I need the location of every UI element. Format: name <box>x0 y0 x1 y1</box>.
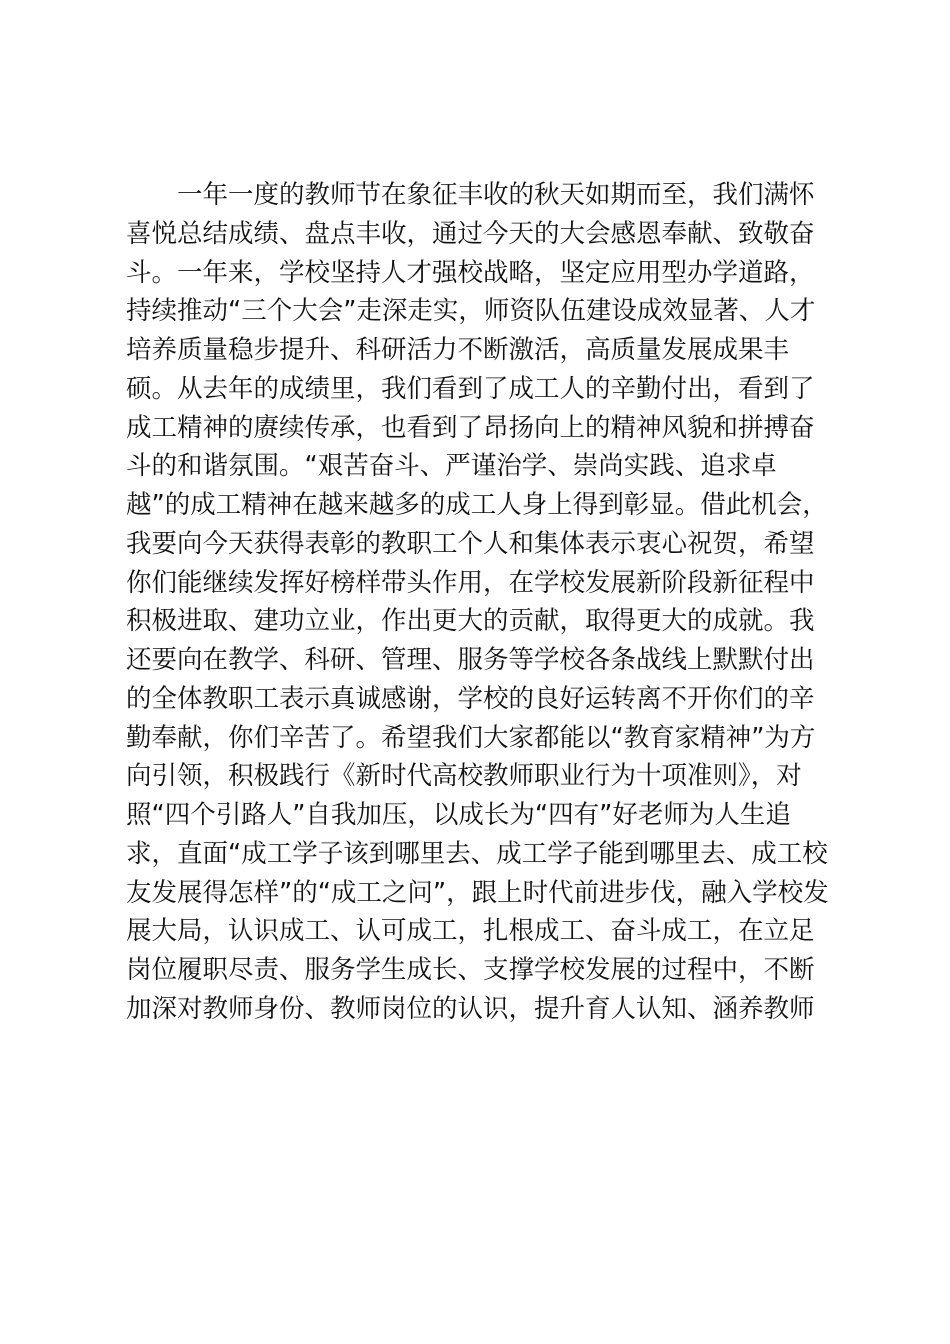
paragraph-line: 岗位履职尽责、服务学生成长、支撑学校发展的过程中，不断 <box>126 955 815 985</box>
paragraph-line: 积极进取、建功立业，作出更大的贡献，取得更大的成就。我 <box>126 606 815 637</box>
paragraph-line: 还要向在教学、科研、管理、服务等学校各条战线上默默付出 <box>126 645 815 675</box>
paragraph-line: 越”的成工精神在越来越多的成工人身上得到彰显。借此机会， <box>126 490 828 520</box>
paragraph-line: 持续推动“三个大会”走深走实，师资队伍建设成效显著、人才 <box>126 296 816 327</box>
paragraph-line: 一年一度的教师节在象征丰收的秋天如期而至，我们满怀 <box>177 180 815 210</box>
body-paragraph <box>126 176 846 1029</box>
paragraph-line: 斗。一年来，学校坚持人才强校战略，坚定应用型办学道路， <box>126 257 815 288</box>
paragraph-line: 的全体教职工表示真诚感谢，学校的良好运转离不开你们的辛 <box>126 683 815 714</box>
paragraph-line: 向引领，积极践行《新时代高校教师职业行为十项准则》，对 <box>126 761 802 792</box>
paragraph-line: 培养质量稳步提升、科研活力不断激活，高质量发展成果丰 <box>126 335 790 365</box>
paragraph-line: 你们能继续发挥好榜样带头作用，在学校发展新阶段新征程中 <box>126 567 815 598</box>
paragraph-line: 硕。从去年的成绩里，我们看到了成工人的辛勤付出，看到了 <box>126 373 815 404</box>
paragraph-line: 展大局，认识成工、认可成工，扎根成工、奋斗成工，在立足 <box>126 916 815 947</box>
paragraph-line: 照“四个引路人”自我加压，以成长为“四有”好老师为人生追 <box>126 800 791 830</box>
paragraph-line: 喜悦总结成绩、盘点丰收，通过今天的大会感恩奉献、致敬奋 <box>126 218 815 249</box>
paragraph-line: 加深对教师身份、教师岗位的认识，提升育人认知、涵养教师 <box>126 993 815 1024</box>
paragraph-line: 勤奉献，你们辛苦了。希望我们大家都能以“教育家精神”为方 <box>126 722 816 753</box>
paragraph-line: 成工精神的赓续传承，也看到了昂扬向上的精神风貌和拼搏奋 <box>126 412 815 443</box>
paragraph-line: 我要向今天获得表彰的教职工个人和集体表示衷心祝贺，希望 <box>126 528 815 559</box>
paragraph-line: 斗的和谐氛围。“艰苦奋斗、严谨治学、崇尚实践、追求卓 <box>126 451 777 482</box>
paragraph-line: 友发展得怎样”的“成工之问”，跟上时代前进步伐，融入学校发 <box>126 877 829 908</box>
paragraph-line: 求，直面“成工学子该到哪里去、成工学子能到哪里去、成工校 <box>126 838 828 869</box>
